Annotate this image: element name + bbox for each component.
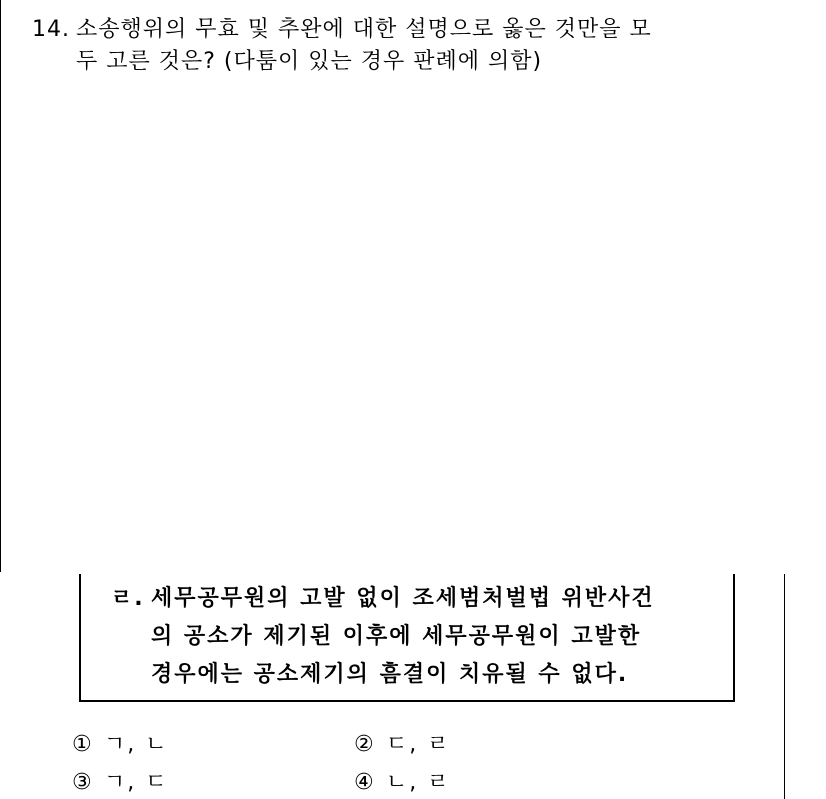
choice-1-text: ㄱ, ㄴ	[104, 732, 169, 757]
choice-3-text: ㄱ, ㄷ	[104, 770, 169, 795]
statement-line-3: 경우에는 공소제기의 흠결이 치유될 수 없다.	[151, 662, 629, 687]
statement-marker: ㄹ.	[111, 586, 145, 611]
choice-3[interactable]	[72, 769, 169, 797]
choice-1-marker: ①	[72, 732, 94, 757]
statement-box	[79, 574, 735, 702]
choice-4[interactable]	[354, 769, 451, 797]
question-line-2: 두 고른 것은? (다툼이 있는 경우 판례에 의함)	[76, 49, 543, 74]
statement-text	[111, 580, 711, 694]
choice-4-marker: ④	[354, 770, 376, 795]
statement-text-1: 세무공무원의 고발 없이 조세범처벌법 위반사건	[151, 586, 655, 611]
choice-2[interactable]	[354, 731, 451, 759]
question-text-1: 소송행위의 무효 및 추완에 대한 설명으로 옳은 것만을 모	[76, 17, 652, 42]
choice-2-marker: ②	[354, 732, 376, 757]
statement-line-2: 의 공소가 제기된 이후에 세무공무원이 고발한	[151, 624, 642, 649]
question-line-1	[32, 14, 792, 46]
choice-2-text: ㄷ, ㄹ	[386, 732, 451, 757]
statement-line-1	[111, 580, 711, 618]
choice-1[interactable]	[72, 731, 169, 759]
question-block	[32, 14, 792, 78]
left-border-line	[0, 0, 1, 572]
choice-3-marker: ③	[72, 770, 94, 795]
question-number: 14.	[32, 17, 70, 42]
right-border-line	[784, 574, 785, 799]
choice-4-text: ㄴ, ㄹ	[386, 770, 451, 795]
